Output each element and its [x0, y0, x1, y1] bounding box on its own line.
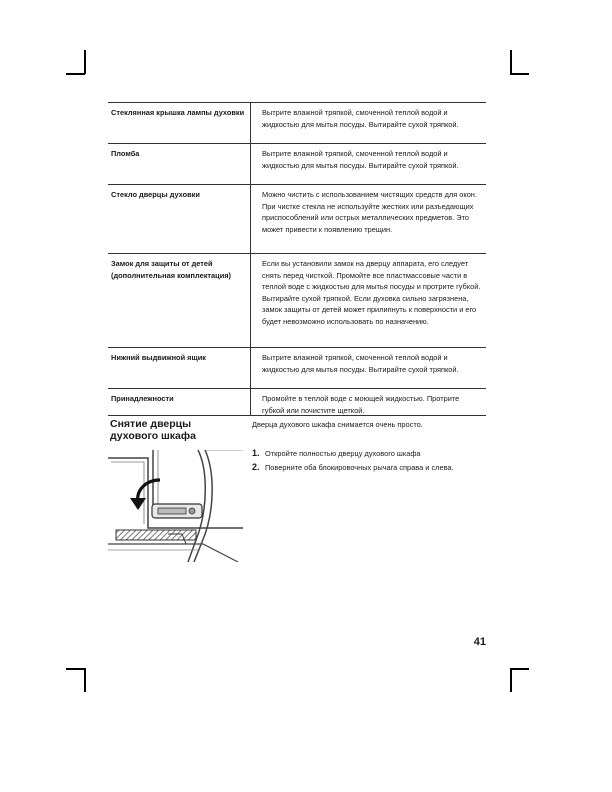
- row-text: Можно чистить с использованием чистящих средств для окон. При чистке стекла не используйте жестких или разъедающих приспособлений или острых металлических предметов. Это может привести к появлению трещин.: [262, 190, 477, 234]
- table-row: [108, 185, 486, 254]
- row-label: Принадлежности: [108, 389, 251, 415]
- crop-mark-bottom-right-v: [510, 668, 512, 692]
- table-row: [108, 389, 486, 416]
- oven-door-hinge-illustration: [108, 450, 243, 562]
- row-text: Вытрите влажной тряпкой, смоченной теплой водой и жидкостью для мытья посуды. Вытирайте сухой тряпкой.: [262, 108, 459, 129]
- crop-mark-top-left-v: [84, 50, 86, 74]
- step-number: 1.: [252, 448, 260, 458]
- table-row: [108, 348, 486, 389]
- steps-list: [252, 448, 486, 475]
- row-text: Вытрите влажной тряпкой, смоченной теплой водой и жидкостью для мытья посуды. Вытирайте сухой тряпкой.: [262, 353, 459, 374]
- crop-mark-bottom-right-h: [510, 668, 529, 670]
- list-item: [252, 462, 486, 474]
- crop-mark-bottom-left-h: [66, 668, 85, 670]
- crop-mark-bottom-left-v: [84, 668, 86, 692]
- row-label: Нижний выдвижной ящик: [108, 348, 251, 388]
- step-number: 2.: [252, 461, 260, 472]
- list-item: [252, 448, 486, 460]
- row-label: Пломба: [108, 144, 251, 184]
- page-number: 41: [473, 636, 486, 648]
- step-text: Поверните оба блокировочных рычага справа и слева.: [265, 462, 454, 472]
- table-row: [108, 103, 486, 144]
- row-label: Стекло дверцы духовки: [108, 185, 251, 253]
- row-text: Если вы установили замок на дверцу аппарата, его следует снять перед чисткой. Промойте все пластмассовые части в теплой воде с жидкостью для мытья посуды и протрите губкой. Вытирайте сухой тряпкой. Если духовка сильно загрязнена, замок защиты от детей может прилипнуть к поверхности и его будет невозможно использовать по назначению.: [262, 259, 481, 326]
- table-row: [108, 144, 486, 185]
- table-row: [108, 254, 486, 348]
- row-label: Замок для защиты от детей (дополнительная комплектация): [108, 254, 251, 347]
- row-text: Вытрите влажной тряпкой, смоченной теплой водой и жидкостью для мытья посуды. Вытирайте сухой тряпкой.: [262, 149, 459, 170]
- crop-mark-top-left-h: [66, 73, 85, 75]
- row-text: Промойте в теплой воде с моющей жидкостью. Протрите губкой или почистите щеткой.: [262, 394, 460, 415]
- crop-mark-top-right-v: [510, 50, 512, 74]
- crop-mark-top-right-h: [510, 73, 529, 75]
- row-label: Стеклянная крышка лампы духовки: [108, 103, 251, 143]
- step-text: Откройте полностью дверцу духового шкафа: [265, 449, 421, 458]
- cleaning-table: [108, 102, 486, 416]
- section-intro: Дверца духового шкафа снимается очень просто.: [252, 420, 423, 429]
- section-title: Снятие дверцы духового шкафа: [110, 418, 196, 442]
